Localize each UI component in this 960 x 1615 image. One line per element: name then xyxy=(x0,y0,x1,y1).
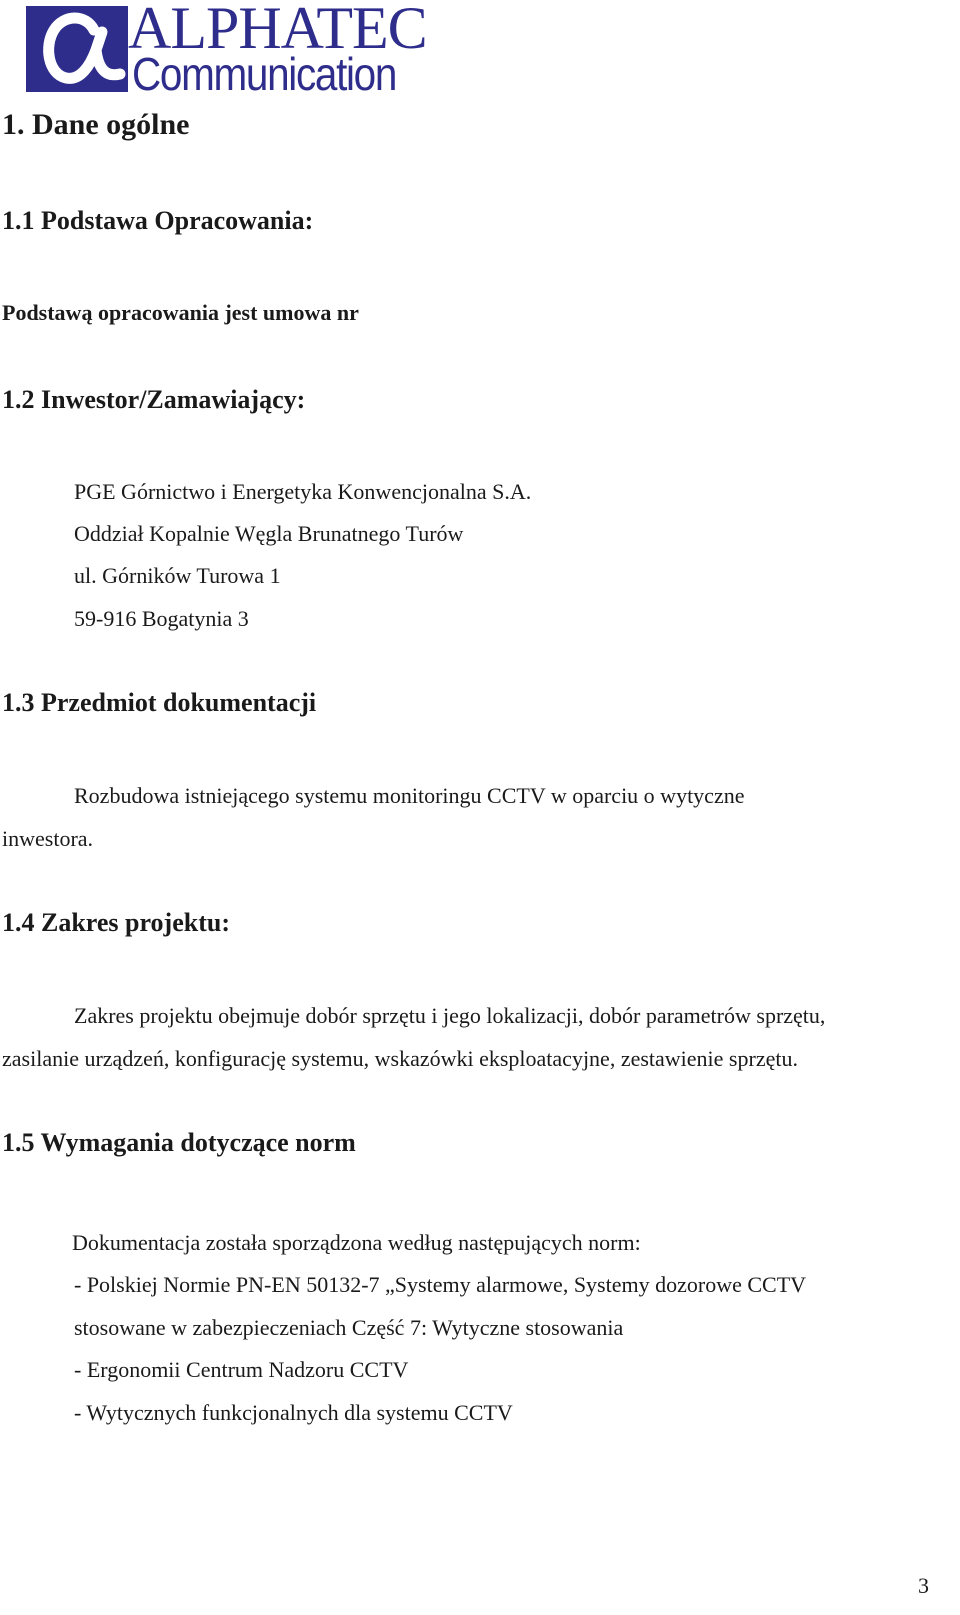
section-1-2-title: 1.2 Inwestor/Zamawiający: xyxy=(2,385,306,414)
logo-brand-subtitle: Communication xyxy=(132,48,397,100)
address-line: 59-916 Bogatynia 3 xyxy=(74,606,249,631)
norm-item: - Wytycznych funkcjonalnych dla systemu CCTV xyxy=(74,1400,513,1425)
section-1-5-title: 1.5 Wymagania dotyczące norm xyxy=(2,1128,356,1157)
company-logo xyxy=(24,0,444,100)
section-1-4-text-cont: zasilanie urządzeń, konfigurację systemu, wskazówki eksploatacyjne, zestawienie sprzętu. xyxy=(2,1046,798,1071)
logo-brand-name: ALPHATEC xyxy=(128,0,427,61)
section-1-1-title: 1.1 Podstawa Opracowania: xyxy=(2,206,314,235)
section-1-3-text: Rozbudowa istniejącego systemu monitoringu CCTV w oparciu o wytyczne xyxy=(74,783,745,808)
alpha-logo-icon xyxy=(24,4,142,96)
section-1-3-text-cont: inwestora. xyxy=(2,826,94,851)
page-number: 3 xyxy=(918,1573,929,1598)
norm-item: - Polskiej Normie PN-EN 50132-7 „Systemy alarmowe, Systemy dozorowe CCTV xyxy=(74,1272,807,1297)
norms-intro: Dokumentacja została sporządzona według następujących norm: xyxy=(72,1230,641,1255)
section-1-3-title: 1.3 Przedmiot dokumentacji xyxy=(2,688,317,717)
norm-item-cont: stosowane w zabezpieczeniach Część 7: Wytyczne stosowania xyxy=(74,1315,624,1340)
section-1-1-text: Podstawą opracowania jest umowa nr xyxy=(2,300,359,325)
address-line: Oddział Kopalnie Węgla Brunatnego Turów xyxy=(74,521,464,546)
address-line: PGE Górnictwo i Energetyka Konwencjonalna S.A. xyxy=(74,479,532,504)
norm-item: - Ergonomii Centrum Nadzoru CCTV xyxy=(74,1357,409,1382)
address-line: ul. Górników Turowa 1 xyxy=(74,563,281,588)
section-heading-main: 1. Dane ogólne xyxy=(2,108,190,141)
section-1-4-title: 1.4 Zakres projektu: xyxy=(2,908,230,937)
section-1-4-text: Zakres projektu obejmuje dobór sprzętu i jego lokalizacji, dobór parametrów sprzętu, xyxy=(74,1003,826,1028)
